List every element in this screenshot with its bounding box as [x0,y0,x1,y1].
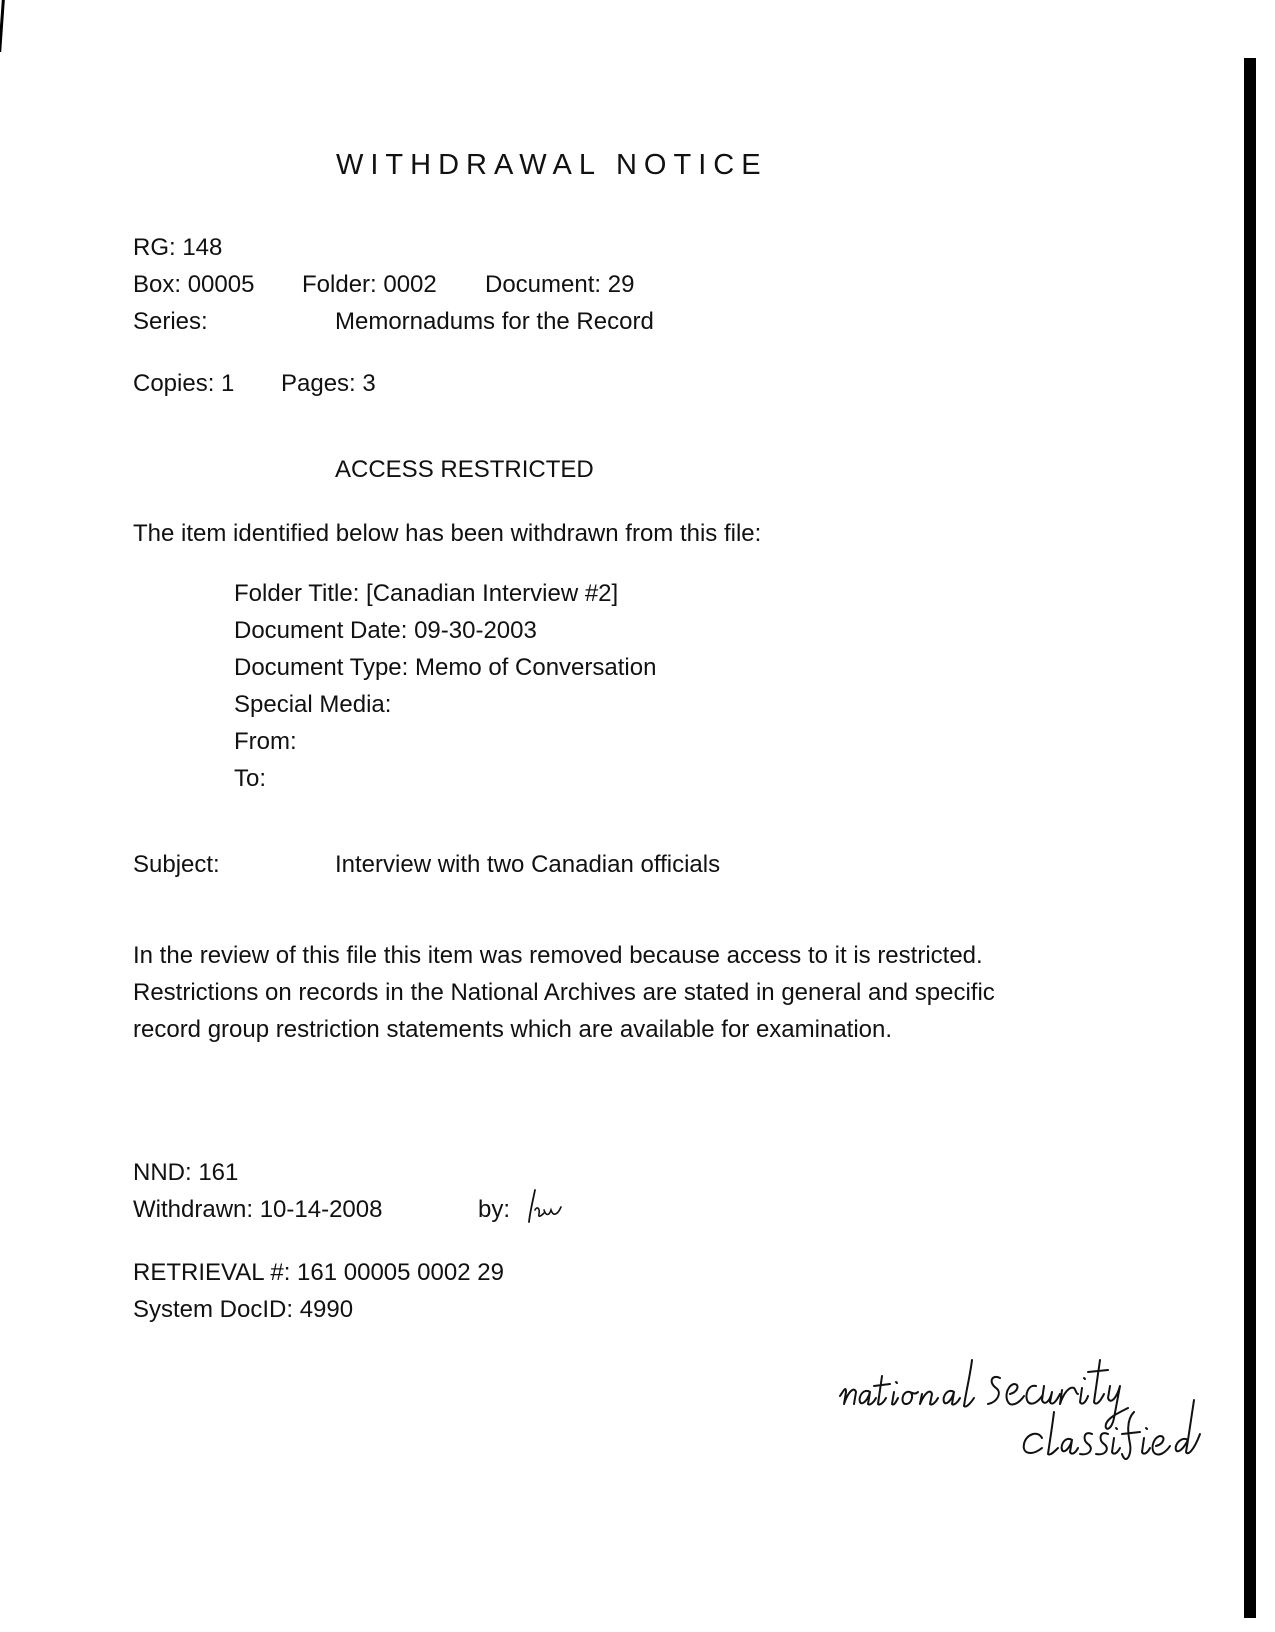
subject-label: Subject: [133,851,220,878]
access-restricted-heading: ACCESS RESTRICTED [335,456,594,483]
restriction-paragraph: In the review of this file this item was removed because access to it is restricted. Restrictions on records in the National Archives are stated in general and specific record group restriction statements which are available for examination. [133,942,995,1043]
scan-edge-bar [1244,58,1256,1618]
copies-field: Copies: 1 [133,370,235,397]
series-value: Memornadums for the Record [335,308,654,335]
series-label: Series: [133,308,208,335]
handwritten-note [838,1330,1238,1465]
folder-title-field: Folder Title: [Canadian Interview #2] [234,580,619,607]
page-title: WITHDRAWAL NOTICE [336,149,768,181]
document-date-field: Document Date: 09-30-2003 [234,617,537,644]
pages-field: Pages: 3 [281,370,376,397]
subject-value: Interview with two Canadian officials [335,851,721,878]
intro-text: The item identified below has been withdrawn from this file: [133,520,762,547]
folder-field: Folder: 0002 [302,271,437,298]
scan-edge-mark [0,0,5,52]
to-field: To: [234,765,267,792]
special-media-field: Special Media: [234,691,392,718]
withdrawn-by-label: by: [478,1196,511,1223]
document-field: Document: 29 [485,271,635,298]
system-docid-field: System DocID: 4990 [133,1296,354,1323]
withdrawn-field: Withdrawn: 10-14-2008 [133,1196,383,1223]
document-type-field: Document Type: Memo of Conversation [234,654,657,681]
box-field: Box: 00005 [133,271,255,298]
nnd-field: NND: 161 [133,1159,239,1186]
retrieval-field: RETRIEVAL #: 161 00005 0002 29 [133,1259,504,1286]
rg-field: RG: 148 [133,234,223,261]
initials-signature [527,1186,569,1231]
from-field: From: [234,728,297,755]
